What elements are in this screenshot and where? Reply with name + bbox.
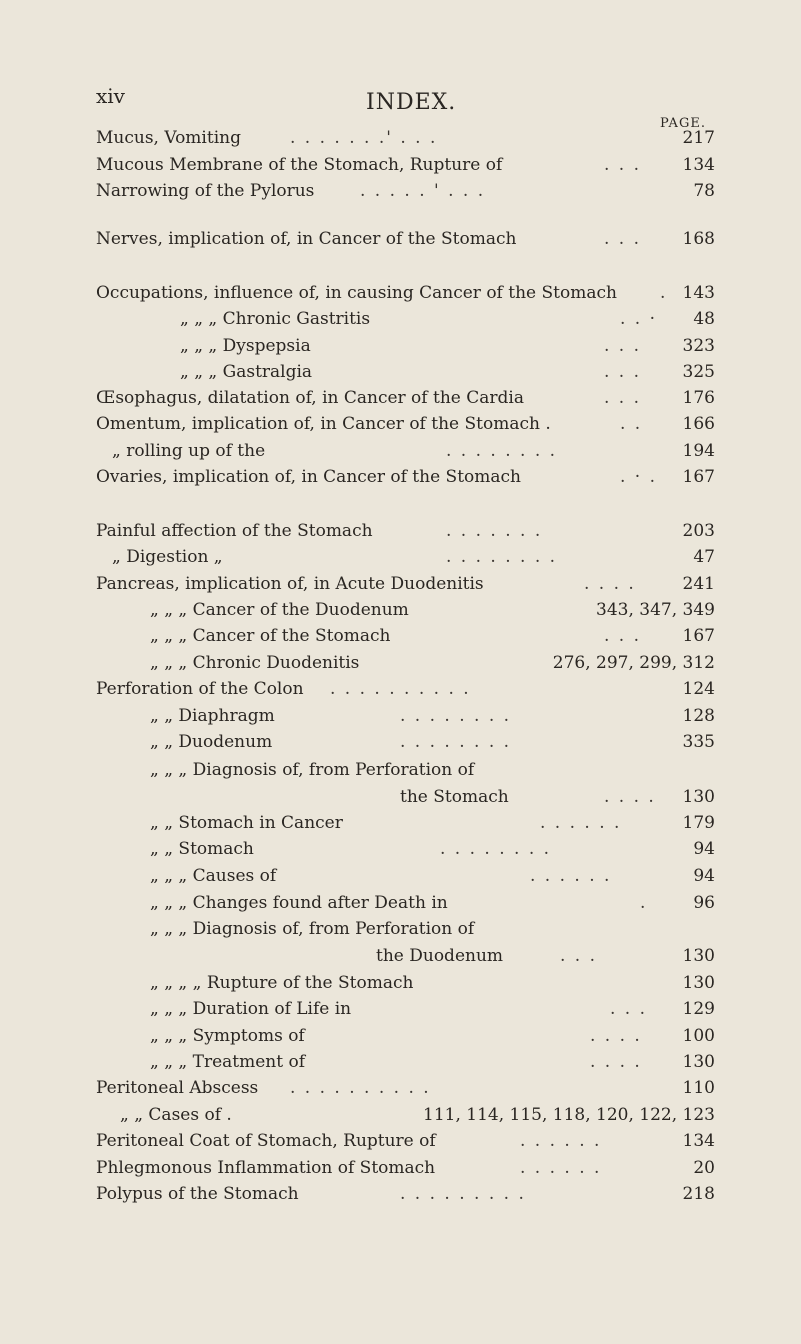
entry-dots: . . . [604,155,642,175]
entry-page: 20 [693,1158,715,1178]
entry-page: 96 [693,893,715,913]
entry-label: „ „ „ Chronic Gastritis [180,309,371,329]
entry-dots: . . [620,414,643,434]
entry-dots: . . . . . . . [446,521,543,541]
entry-dots: . . . [604,626,642,646]
entry-page: 241 [682,574,715,594]
entry-dots: . [640,893,648,913]
entry-dots: . · . [620,467,658,487]
entry-page: 335 [682,732,715,752]
entry-dots: . . . . [590,1052,642,1072]
entry-page: 323 [682,336,715,356]
entry-dots: . . . [604,388,642,408]
entry-label: Peritoneal Abscess [96,1078,259,1098]
entry-page: 78 [693,181,715,201]
index-entry [0,600,801,624]
index-entry [0,1052,801,1076]
entry-page: 48 [693,309,715,329]
entry-page: 124 [682,679,715,699]
entry-page: 217 [682,128,715,148]
index-entry [0,813,801,837]
index-entry [0,626,801,650]
entry-page: 166 [682,414,715,434]
entry-dots: . . . . . . . . [400,706,512,726]
entry-dots: . . . [604,336,642,356]
entry-label: Polypus of the Stomach [96,1184,299,1204]
entry-label: Mucus, Vomiting [96,128,241,148]
entry-label: Narrowing of the Pylorus [96,181,315,201]
entry-page: 134 [682,155,715,175]
entry-page: 94 [693,839,715,859]
index-entry [0,521,801,545]
entry-page: 111, 114, 115, 118, 120, 122, 123 [423,1105,715,1125]
entry-dots: . . . . . ' . . . [360,181,486,201]
entry-dots: . . · [620,309,658,329]
entry-label: „ „ „ Cancer of the Stomach [150,626,391,646]
entry-page: 276, 297, 299, 312 [552,653,715,673]
entry-label: „ „ Duodenum [150,732,273,752]
entry-label: „ „ „ Symptoms of [150,1026,305,1046]
entry-label: „ „ „ Causes of [150,866,277,886]
entry-label: „ „ Cases of . [120,1105,232,1125]
index-entry [0,653,801,677]
entry-dots: . . . . . . . . . [400,1184,526,1204]
entry-label: „ „ „ Dyspepsia [180,336,311,356]
index-entry [0,229,801,253]
entry-label: „ „ „ Chronic Duodenitis [150,653,360,673]
entry-label: „ „ Diaphragm [150,706,275,726]
index-entry [0,1026,801,1050]
index-entry [0,787,801,811]
entry-page: 110 [682,1078,715,1098]
entry-page: 100 [682,1026,715,1046]
entry-page: 203 [682,521,715,541]
entry-page: 94 [693,866,715,886]
entry-label: „ „ „ Diagnosis of, from Perforation of [150,919,475,939]
index-entry [0,1158,801,1182]
entry-label: Peritoneal Coat of Stomach, Rupture of [96,1131,436,1151]
page-number: xiv [96,84,125,108]
index-entry [0,706,801,730]
index-entry [0,362,801,386]
entry-page: 130 [682,946,715,966]
entry-dots: . . . . . . [540,813,622,833]
entry-label: „ „ „ Diagnosis of, from Perforation of [150,760,475,780]
entry-label: Pancreas, implication of, in Acute Duodenitis [96,574,484,594]
entry-page: 167 [682,467,715,487]
entry-label: „ Digestion „ [112,547,223,567]
entry-page: 128 [682,706,715,726]
index-entry [0,999,801,1023]
entry-dots: . . . [560,946,598,966]
entry-label: „ „ Stomach [150,839,254,859]
entry-page: 218 [682,1184,715,1204]
index-entry [0,919,801,943]
index-entry [0,1105,801,1129]
entry-dots: . . . [604,229,642,249]
entry-label: Painful affection of the Stomach [96,521,373,541]
entry-page: 134 [682,1131,715,1151]
entry-label: „ „ „ Cancer of the Duodenum [150,600,409,620]
entry-page: 143 [682,283,715,303]
index-entry [0,973,801,997]
entry-label: „ „ „ Duration of Life in [150,999,352,1019]
entry-dots: . [660,283,668,303]
entry-dots: . . . [604,362,642,382]
page-title: INDEX. [366,90,457,115]
entry-page: 129 [682,999,715,1019]
index-entry [0,441,801,465]
entry-label: Œsophagus, dilatation of, in Cancer of the Cardia [96,388,524,408]
entry-label: „ rolling up of the [112,441,266,461]
entry-label: Ovaries, implication of, in Cancer of the Stomach [96,467,521,487]
index-entry [0,309,801,333]
entry-label: „ „ „ Changes found after Death in [150,893,448,913]
index-entry [0,1131,801,1155]
entry-page: 179 [682,813,715,833]
index-entry [0,946,801,970]
entry-label: Mucous Membrane of the Stomach, Rupture of [96,155,503,175]
index-entry [0,679,801,703]
entry-page: 194 [682,441,715,461]
entry-label: „ „ „ Treatment of [150,1052,306,1072]
index-entry [0,283,801,307]
index-entry [0,1078,801,1102]
entry-page: 343, 347, 349 [596,600,715,620]
index-entry [0,839,801,863]
entry-label: Perforation of the Colon [96,679,304,699]
entry-label: „ „ Stomach in Cancer [150,813,343,833]
index-entry [0,732,801,756]
entry-dots: . . . [610,999,648,1019]
entry-label: Phlegmonous Inflammation of Stomach [96,1158,436,1178]
entry-label: „ „ „ Gastralgia [180,362,313,382]
index-entry [0,181,801,205]
entry-dots: . . . . . . [530,866,612,886]
entry-page: 325 [682,362,715,382]
index-entry [0,1184,801,1208]
page-column-label: PAGE. [660,116,706,131]
entry-dots: . . . . . . [520,1158,602,1178]
entry-dots: . . . . . . . . [440,839,552,859]
entry-label: Nerves, implication of, in Cancer of the Stomach [96,229,517,249]
entry-page: 167 [682,626,715,646]
index-entry [0,866,801,890]
entry-page: 168 [682,229,715,249]
entry-page: 130 [682,787,715,807]
entry-dots: . . . . . . [520,1131,602,1151]
index-entry [0,893,801,917]
entry-page: 176 [682,388,715,408]
entry-dots: . . . . . . . . [400,732,512,752]
entry-label: „ „ „ „ Rupture of the Stomach [150,973,414,993]
index-entry [0,128,801,152]
index-entry [0,574,801,598]
entry-label: the Duodenum [376,946,504,966]
index-entry [0,547,801,571]
entry-dots: . . . . . . . . . . [330,679,471,699]
entry-label: the Stomach [400,787,509,807]
index-entry [0,414,801,438]
index-entry [0,336,801,360]
entry-page: 130 [682,1052,715,1072]
entry-dots: . . . . [584,574,636,594]
entry-page: 47 [693,547,715,567]
entry-page: 130 [682,973,715,993]
index-entry [0,760,801,784]
entry-dots: . . . . . . . . [446,547,558,567]
entry-label: Occupations, influence of, in causing Cancer of the Stomach [96,283,617,303]
entry-dots: . . . . . . . . [446,441,558,461]
entry-dots: . . . . [604,787,656,807]
entry-label: Omentum, implication of, in Cancer of the Stomach . [96,414,551,434]
entry-dots: . . . . [590,1026,642,1046]
entry-dots: . . . . . . .' . . . [290,128,438,148]
index-entry [0,388,801,412]
index-entry [0,155,801,179]
entry-dots: . . . . . . . . . . [290,1078,431,1098]
index-entry [0,467,801,491]
